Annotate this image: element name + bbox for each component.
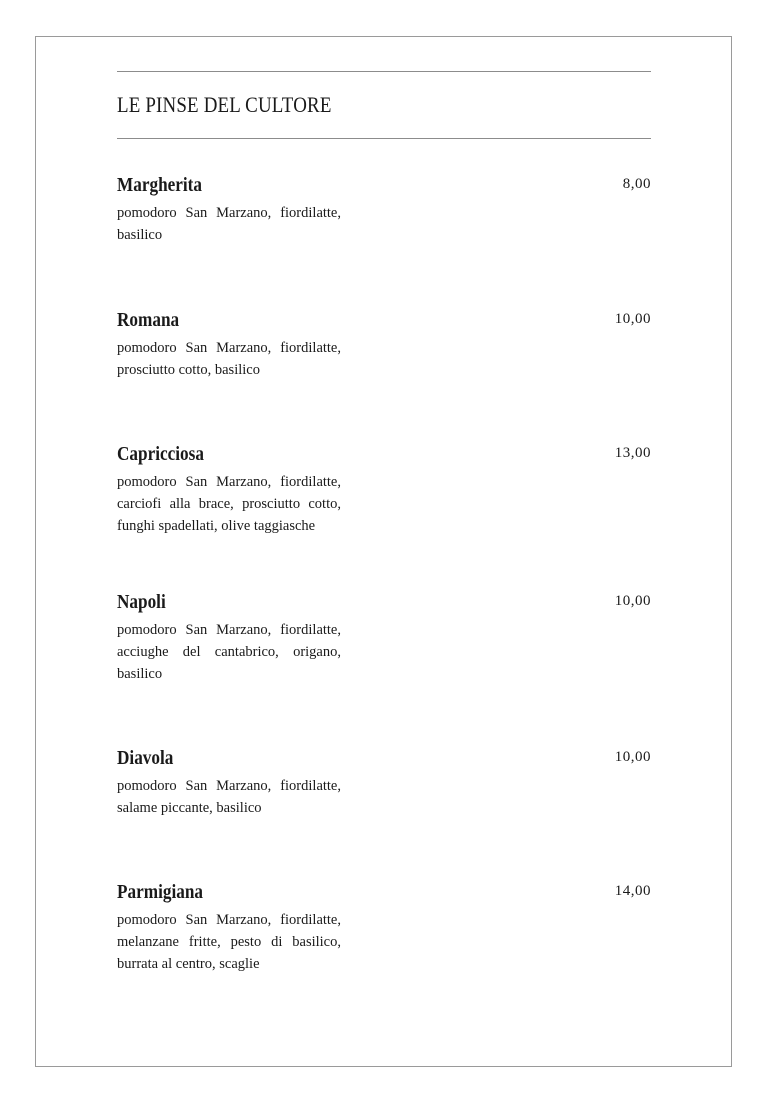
menu-item-margherita	[117, 173, 651, 246]
menu-item-napoli	[117, 590, 651, 685]
item-name: Diavola	[117, 747, 174, 769]
item-description: pomodoro San Marzano, fiordilatte, acciughe del cantabrico, origano, basilico	[117, 622, 341, 682]
item-price: 10,00	[614, 593, 651, 609]
item-price: 10,00	[614, 311, 651, 327]
item-description: pomodoro San Marzano, fiordilatte, salame piccante, basilico	[117, 778, 341, 816]
section-title: LE PINSE DEL CULTORE	[117, 92, 332, 117]
item-description: pomodoro San Marzano, fiordilatte, melanzane fritte, pesto di basilico, burrata al centro, scaglie	[117, 912, 341, 972]
item-description: pomodoro San Marzano, fiordilatte, prosciutto cotto, basilico	[117, 340, 341, 378]
item-name: Margherita	[117, 174, 203, 196]
item-description: pomodoro San Marzano, fiordilatte, carciofi alla brace, prosciutto cotto, funghi spadellati, olive taggiasche	[117, 474, 341, 534]
menu-item-parmigiana	[117, 880, 651, 975]
item-name: Romana	[117, 309, 180, 331]
item-name: Capricciosa	[117, 443, 204, 465]
item-price: 14,00	[614, 883, 651, 899]
menu-item-diavola	[117, 746, 651, 819]
header-top-divider	[117, 71, 651, 72]
item-name: Napoli	[117, 591, 166, 613]
header-bottom-divider	[117, 138, 651, 139]
menu-item-capricciosa	[117, 442, 651, 537]
item-description: pomodoro San Marzano, fiordilatte, basilico	[117, 205, 341, 243]
item-name: Parmigiana	[117, 881, 203, 903]
menu-item-romana	[117, 308, 651, 381]
item-price: 10,00	[614, 749, 651, 765]
item-price: 8,00	[622, 176, 651, 192]
item-price: 13,00	[614, 445, 651, 461]
